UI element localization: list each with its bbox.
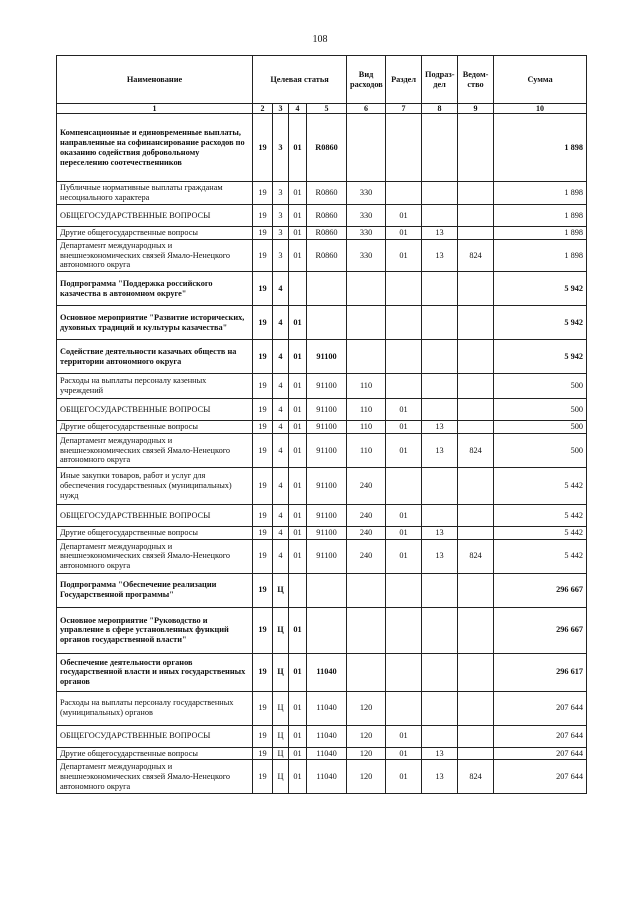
row-name: Основное мероприятие "Развитие исторических, духовных традиций и культуры казачества" — [57, 306, 253, 340]
target-code-direction — [307, 573, 347, 607]
target-code-direction: 91100 — [307, 433, 347, 467]
table-row — [57, 306, 587, 340]
row-name: Основное мероприятие "Руководство и управление в сфере установленных функций органов государственной власти" — [57, 607, 253, 653]
column-number: 5 — [307, 104, 347, 114]
target-code-activity: 01 — [289, 467, 307, 504]
target-code-subprogram: 4 — [273, 433, 289, 467]
target-code-activity: 01 — [289, 653, 307, 691]
column-number: 3 — [273, 104, 289, 114]
department-cell — [458, 526, 494, 539]
target-code-program: 19 — [253, 239, 273, 271]
target-code-subprogram: 3 — [273, 114, 289, 182]
sum-cell: 296 667 — [494, 573, 587, 607]
header-section: Раздел — [386, 56, 422, 104]
target-code-direction: 91100 — [307, 340, 347, 374]
target-code-subprogram: Ц — [273, 760, 289, 794]
subsection-cell: 13 — [422, 539, 458, 573]
sum-cell: 5 442 — [494, 539, 587, 573]
expense-type-cell — [347, 272, 386, 306]
table-row — [57, 421, 587, 434]
department-cell — [458, 205, 494, 227]
sum-cell: 5 942 — [494, 272, 587, 306]
subsection-cell — [422, 374, 458, 399]
table-row — [57, 272, 587, 306]
page-number: 108 — [312, 34, 328, 45]
sum-cell: 500 — [494, 421, 587, 434]
target-code-program: 19 — [253, 182, 273, 205]
row-name: Подпрограмма "Поддержка российского казачества в автономном округе" — [57, 272, 253, 306]
target-code-program: 19 — [253, 272, 273, 306]
sum-cell: 500 — [494, 399, 587, 421]
table-row — [57, 573, 587, 607]
target-code-subprogram: 3 — [273, 182, 289, 205]
row-name: ОБЩЕГОСУДАРСТВЕННЫЕ ВОПРОСЫ — [57, 399, 253, 421]
target-code-activity: 01 — [289, 725, 307, 747]
row-name: Компенсационные и единовременные выплаты, направленные на софинансирование расходов по оказанию содействия добровольному переселению соотечественников — [57, 114, 253, 182]
expense-type-cell: 330 — [347, 227, 386, 240]
target-code-activity: 01 — [289, 747, 307, 760]
target-code-subprogram: 4 — [273, 526, 289, 539]
expense-type-cell — [347, 573, 386, 607]
table-row — [57, 399, 587, 421]
row-name: Иные закупки товаров, работ и услуг для обеспечения государственных (муниципальных) нужд — [57, 467, 253, 504]
department-cell — [458, 747, 494, 760]
expense-type-cell: 120 — [347, 747, 386, 760]
expense-type-cell: 240 — [347, 504, 386, 526]
column-number: 2 — [253, 104, 273, 114]
row-name: Другие общегосударственные вопросы — [57, 421, 253, 434]
subsection-cell — [422, 272, 458, 306]
subsection-cell: 13 — [422, 760, 458, 794]
department-cell — [458, 374, 494, 399]
sum-cell: 1 898 — [494, 114, 587, 182]
target-code-program: 19 — [253, 573, 273, 607]
target-code-subprogram: 4 — [273, 306, 289, 340]
section-cell: 01 — [386, 504, 422, 526]
target-code-activity: 01 — [289, 374, 307, 399]
target-code-activity: 01 — [289, 306, 307, 340]
target-code-subprogram: 4 — [273, 374, 289, 399]
target-code-subprogram: Ц — [273, 573, 289, 607]
sum-cell: 207 644 — [494, 725, 587, 747]
subsection-cell: 13 — [422, 747, 458, 760]
target-code-program: 19 — [253, 691, 273, 725]
expense-type-cell — [347, 653, 386, 691]
table-row — [57, 526, 587, 539]
target-code-activity: 01 — [289, 227, 307, 240]
table-row — [57, 607, 587, 653]
department-cell: 824 — [458, 760, 494, 794]
section-cell — [386, 272, 422, 306]
section-cell — [386, 467, 422, 504]
table-row — [57, 691, 587, 725]
header-subsection: Подраз-дел — [422, 56, 458, 104]
subsection-cell — [422, 725, 458, 747]
table-row — [57, 239, 587, 271]
section-cell: 01 — [386, 747, 422, 760]
target-code-direction: 91100 — [307, 467, 347, 504]
target-code-activity — [289, 272, 307, 306]
table-row — [57, 539, 587, 573]
row-name: Расходы на выплаты персоналу казенных учреждений — [57, 374, 253, 399]
target-code-activity: 01 — [289, 691, 307, 725]
target-code-direction: 11040 — [307, 760, 347, 794]
target-code-program: 19 — [253, 340, 273, 374]
sum-cell: 5 942 — [494, 306, 587, 340]
expense-type-cell: 110 — [347, 421, 386, 434]
department-cell — [458, 340, 494, 374]
expense-type-cell — [347, 340, 386, 374]
row-name: Обеспечение деятельности органов государственной власти и иных государственных органов — [57, 653, 253, 691]
target-code-subprogram: 4 — [273, 399, 289, 421]
target-code-program: 19 — [253, 504, 273, 526]
table-row — [57, 760, 587, 794]
target-code-subprogram: Ц — [273, 691, 289, 725]
expense-type-cell — [347, 306, 386, 340]
subsection-cell: 13 — [422, 239, 458, 271]
header-name: Наименование — [57, 56, 253, 104]
row-name: Департамент международных и внешнеэкономических связей Ямало-Ненецкого автономного округа — [57, 239, 253, 271]
target-code-direction: 91100 — [307, 526, 347, 539]
target-code-program: 19 — [253, 374, 273, 399]
section-cell — [386, 114, 422, 182]
target-code-program: 19 — [253, 114, 273, 182]
expense-type-cell — [347, 114, 386, 182]
section-cell: 01 — [386, 421, 422, 434]
subsection-cell: 13 — [422, 421, 458, 434]
expense-type-cell: 330 — [347, 205, 386, 227]
target-code-activity: 01 — [289, 433, 307, 467]
target-code-subprogram: 4 — [273, 467, 289, 504]
target-code-direction: 91100 — [307, 374, 347, 399]
table-row — [57, 725, 587, 747]
subsection-cell — [422, 205, 458, 227]
column-number: 9 — [458, 104, 494, 114]
section-cell: 01 — [386, 760, 422, 794]
target-code-program: 19 — [253, 607, 273, 653]
target-code-program: 19 — [253, 306, 273, 340]
target-code-direction: R0860 — [307, 239, 347, 271]
department-cell — [458, 227, 494, 240]
target-code-activity: 01 — [289, 760, 307, 794]
expense-type-cell — [347, 607, 386, 653]
department-cell — [458, 306, 494, 340]
department-cell — [458, 653, 494, 691]
row-name: ОБЩЕГОСУДАРСТВЕННЫЕ ВОПРОСЫ — [57, 504, 253, 526]
expense-type-cell: 240 — [347, 467, 386, 504]
expense-type-cell: 110 — [347, 374, 386, 399]
header-expense-type: Вид расходов — [347, 56, 386, 104]
sum-cell: 5 442 — [494, 526, 587, 539]
subsection-cell — [422, 114, 458, 182]
target-code-subprogram: Ц — [273, 653, 289, 691]
table-row — [57, 653, 587, 691]
expense-type-cell: 120 — [347, 760, 386, 794]
target-code-subprogram: 3 — [273, 227, 289, 240]
section-cell: 01 — [386, 227, 422, 240]
column-number: 4 — [289, 104, 307, 114]
sum-cell: 500 — [494, 433, 587, 467]
sum-cell: 1 898 — [494, 227, 587, 240]
target-code-direction: 91100 — [307, 421, 347, 434]
table-row — [57, 467, 587, 504]
subsection-cell — [422, 306, 458, 340]
target-code-direction: R0860 — [307, 227, 347, 240]
section-cell: 01 — [386, 205, 422, 227]
column-number: 7 — [386, 104, 422, 114]
target-code-activity: 01 — [289, 539, 307, 573]
target-code-program: 19 — [253, 205, 273, 227]
section-cell — [386, 573, 422, 607]
target-code-direction — [307, 272, 347, 306]
header-sum: Сумма — [494, 56, 587, 104]
table-row — [57, 114, 587, 182]
column-number-row — [57, 104, 587, 114]
target-code-subprogram: Ц — [273, 607, 289, 653]
section-cell — [386, 374, 422, 399]
table-row — [57, 504, 587, 526]
row-name: Департамент международных и внешнеэкономических связей Ямало-Ненецкого автономного округа — [57, 433, 253, 467]
target-code-program: 19 — [253, 526, 273, 539]
sum-cell: 5 942 — [494, 340, 587, 374]
section-cell: 01 — [386, 239, 422, 271]
subsection-cell — [422, 607, 458, 653]
sum-cell: 207 644 — [494, 691, 587, 725]
expense-type-cell: 110 — [347, 399, 386, 421]
sum-cell: 1 898 — [494, 182, 587, 205]
expense-type-cell: 120 — [347, 691, 386, 725]
subsection-cell — [422, 467, 458, 504]
subsection-cell — [422, 573, 458, 607]
row-name: Расходы на выплаты персоналу государственных (муниципальных) органов — [57, 691, 253, 725]
target-code-activity: 01 — [289, 526, 307, 539]
row-name: Другие общегосударственные вопросы — [57, 747, 253, 760]
row-name: Публичные нормативные выплаты гражданам несоциального характера — [57, 182, 253, 205]
target-code-direction: R0860 — [307, 182, 347, 205]
department-cell — [458, 182, 494, 205]
subsection-cell — [422, 340, 458, 374]
department-cell — [458, 467, 494, 504]
department-cell: 824 — [458, 539, 494, 573]
department-cell: 824 — [458, 239, 494, 271]
target-code-activity: 01 — [289, 239, 307, 271]
target-code-subprogram: 4 — [273, 504, 289, 526]
subsection-cell — [422, 504, 458, 526]
target-code-activity: 01 — [289, 399, 307, 421]
row-name: Содействие деятельности казачьих обществ на территории автономного округа — [57, 340, 253, 374]
section-cell: 01 — [386, 526, 422, 539]
section-cell: 01 — [386, 399, 422, 421]
target-code-direction: 11040 — [307, 691, 347, 725]
department-cell — [458, 725, 494, 747]
target-code-activity: 01 — [289, 607, 307, 653]
sum-cell: 1 898 — [494, 205, 587, 227]
target-code-subprogram: 3 — [273, 239, 289, 271]
subsection-cell — [422, 399, 458, 421]
table-row — [57, 433, 587, 467]
section-cell — [386, 340, 422, 374]
target-code-subprogram: 4 — [273, 272, 289, 306]
expense-type-cell: 330 — [347, 182, 386, 205]
column-number: 1 — [57, 104, 253, 114]
column-number: 6 — [347, 104, 386, 114]
target-code-direction — [307, 306, 347, 340]
target-code-activity: 01 — [289, 340, 307, 374]
target-code-activity: 01 — [289, 421, 307, 434]
row-name: Другие общегосударственные вопросы — [57, 526, 253, 539]
section-cell — [386, 306, 422, 340]
row-name: Департамент международных и внешнеэкономических связей Ямало-Ненецкого автономного округа — [57, 539, 253, 573]
department-cell — [458, 272, 494, 306]
subsection-cell — [422, 182, 458, 205]
row-name: Другие общегосударственные вопросы — [57, 227, 253, 240]
section-cell: 01 — [386, 433, 422, 467]
target-code-subprogram: Ц — [273, 725, 289, 747]
department-cell — [458, 421, 494, 434]
target-code-program: 19 — [253, 433, 273, 467]
target-code-program: 19 — [253, 539, 273, 573]
row-name: ОБЩЕГОСУДАРСТВЕННЫЕ ВОПРОСЫ — [57, 205, 253, 227]
budget-table — [56, 55, 587, 794]
section-cell — [386, 653, 422, 691]
table-row — [57, 182, 587, 205]
sum-cell: 5 442 — [494, 467, 587, 504]
target-code-subprogram: 3 — [273, 205, 289, 227]
row-name: ОБЩЕГОСУДАРСТВЕННЫЕ ВОПРОСЫ — [57, 725, 253, 747]
department-cell — [458, 114, 494, 182]
target-code-direction: 11040 — [307, 653, 347, 691]
target-code-program: 19 — [253, 760, 273, 794]
target-code-subprogram: 4 — [273, 539, 289, 573]
section-cell: 01 — [386, 725, 422, 747]
target-code-subprogram: 4 — [273, 421, 289, 434]
department-cell — [458, 607, 494, 653]
expense-type-cell: 240 — [347, 539, 386, 573]
department-cell — [458, 573, 494, 607]
column-number: 10 — [494, 104, 587, 114]
sum-cell: 207 644 — [494, 760, 587, 794]
target-code-direction: 91100 — [307, 399, 347, 421]
row-name: Департамент международных и внешнеэкономических связей Ямало-Ненецкого автономного округа — [57, 760, 253, 794]
target-code-direction: 91100 — [307, 504, 347, 526]
section-cell — [386, 607, 422, 653]
target-code-program: 19 — [253, 653, 273, 691]
target-code-direction: R0860 — [307, 114, 347, 182]
target-code-activity: 01 — [289, 205, 307, 227]
target-code-program: 19 — [253, 725, 273, 747]
target-code-subprogram: Ц — [273, 747, 289, 760]
expense-type-cell: 330 — [347, 239, 386, 271]
department-cell — [458, 691, 494, 725]
table-row — [57, 374, 587, 399]
target-code-activity — [289, 573, 307, 607]
subsection-cell: 13 — [422, 526, 458, 539]
row-name: Подпрограмма "Обеспечение реализации Государственной программы" — [57, 573, 253, 607]
target-code-program: 19 — [253, 747, 273, 760]
target-code-program: 19 — [253, 399, 273, 421]
subsection-cell — [422, 691, 458, 725]
table-row — [57, 747, 587, 760]
subsection-cell — [422, 653, 458, 691]
table-row — [57, 340, 587, 374]
section-cell — [386, 182, 422, 205]
target-code-activity: 01 — [289, 504, 307, 526]
subsection-cell: 13 — [422, 227, 458, 240]
expense-type-cell: 110 — [347, 433, 386, 467]
table-header-row — [57, 56, 587, 104]
sum-cell: 500 — [494, 374, 587, 399]
department-cell — [458, 399, 494, 421]
target-code-program: 19 — [253, 421, 273, 434]
expense-type-cell: 240 — [347, 526, 386, 539]
target-code-direction: R0860 — [307, 205, 347, 227]
department-cell: 824 — [458, 433, 494, 467]
target-code-activity: 01 — [289, 114, 307, 182]
table-row — [57, 205, 587, 227]
target-code-direction: 11040 — [307, 725, 347, 747]
target-code-direction: 91100 — [307, 539, 347, 573]
target-code-subprogram: 4 — [273, 340, 289, 374]
sum-cell: 296 667 — [494, 607, 587, 653]
sum-cell: 1 898 — [494, 239, 587, 271]
department-cell — [458, 504, 494, 526]
section-cell: 01 — [386, 539, 422, 573]
header-department: Ведом-ство — [458, 56, 494, 104]
subsection-cell: 13 — [422, 433, 458, 467]
target-code-activity: 01 — [289, 182, 307, 205]
sum-cell: 207 644 — [494, 747, 587, 760]
table-body — [57, 114, 587, 794]
target-code-program: 19 — [253, 467, 273, 504]
column-number: 8 — [422, 104, 458, 114]
target-code-direction: 11040 — [307, 747, 347, 760]
target-code-program: 19 — [253, 227, 273, 240]
target-code-direction — [307, 607, 347, 653]
section-cell — [386, 691, 422, 725]
sum-cell: 5 442 — [494, 504, 587, 526]
sum-cell: 296 617 — [494, 653, 587, 691]
header-target-article: Целевая статья — [253, 56, 347, 104]
table-row — [57, 227, 587, 240]
expense-type-cell: 120 — [347, 725, 386, 747]
